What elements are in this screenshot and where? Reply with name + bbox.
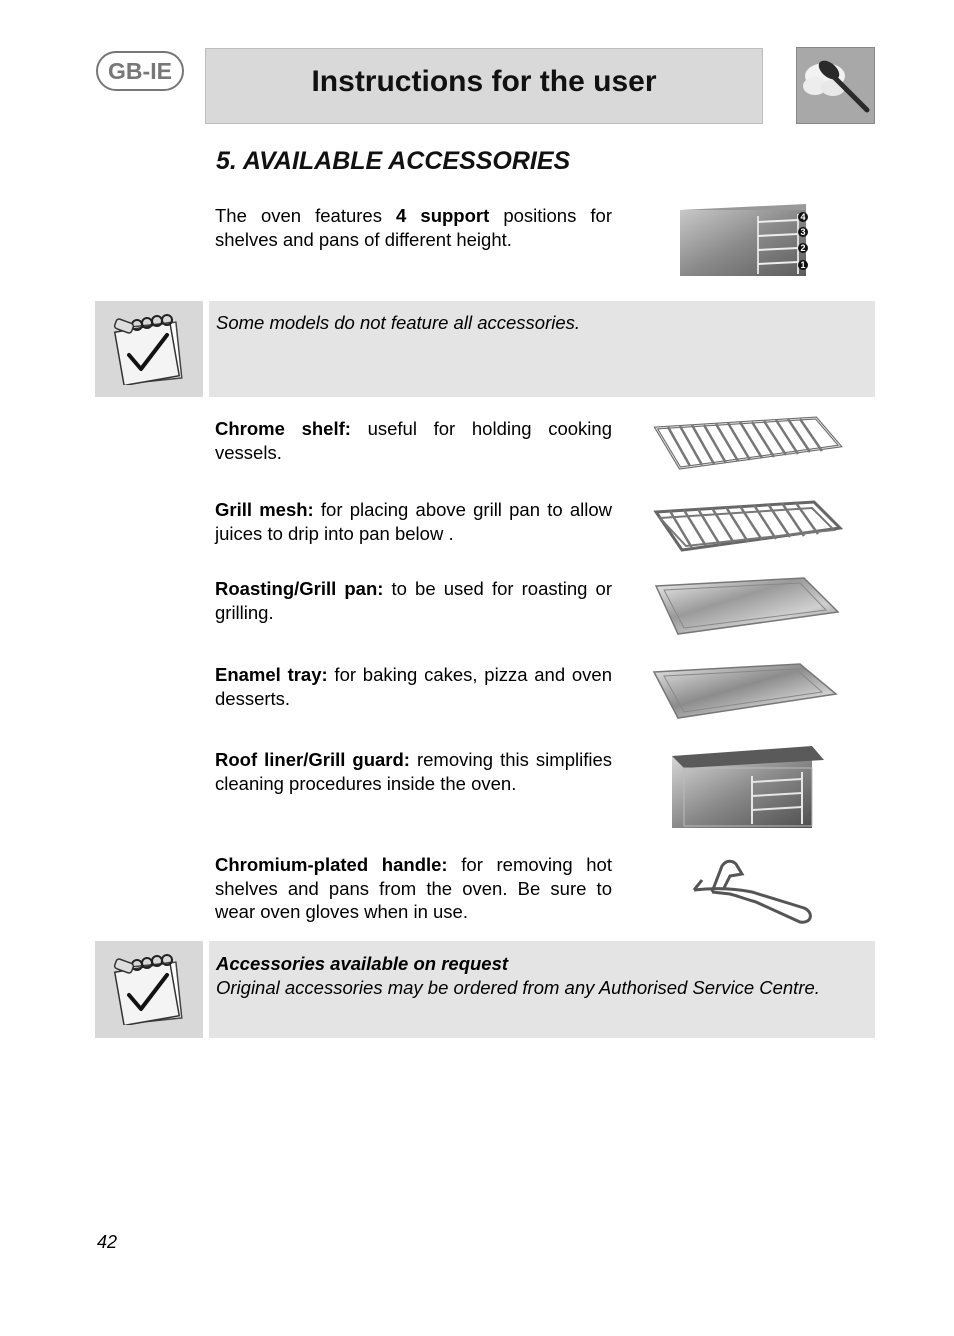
intro-paragraph (215, 204, 612, 251)
accessory-desc: for baking cakes, pizza and oven desserts. (215, 664, 612, 709)
intro-text-2: positions for shelves and pans of different height. (215, 205, 613, 250)
language-badge: GB-IE (96, 51, 184, 91)
intro-text-1: The oven features (215, 205, 397, 226)
note-icon-cell (95, 941, 203, 1038)
accessory-name: Roasting/Grill pan: (215, 578, 384, 599)
oven-support-positions-image (680, 204, 810, 283)
note-divider (203, 941, 209, 1038)
note-text (216, 952, 867, 999)
notepad-check-icon (113, 953, 185, 1025)
note-text: Some models do not feature all accessories. (216, 312, 581, 333)
accessory-name: Chromium-plated handle: (215, 854, 448, 875)
accessories-request-note (95, 941, 875, 1038)
accessory-name: Chrome shelf: (215, 418, 351, 439)
accessory-desc: to be used for roasting or grilling. (215, 578, 612, 623)
chef-spoon-icon (796, 47, 875, 124)
accessory-name: Enamel tray: (215, 664, 328, 685)
accessory-chrome-shelf (215, 417, 612, 464)
accessory-name: Grill mesh: (215, 499, 314, 520)
note-icon-cell (95, 301, 203, 397)
handle-image (672, 852, 824, 933)
intro-bold: 4 support (396, 205, 490, 226)
position-label-3: 3 (800, 227, 806, 237)
accessory-desc: for placing above grill pan to allow juices to drip into pan below . (215, 499, 612, 544)
accessory-desc: useful for holding cooking vessels. (215, 418, 612, 463)
page-header (205, 48, 763, 124)
chrome-shelf-image (652, 414, 844, 479)
notepad-check-icon (113, 313, 185, 385)
page-title: Instructions for the user (311, 65, 657, 98)
position-label-2: 2 (800, 243, 806, 253)
enamel-tray-image (652, 660, 838, 727)
accessory-roasting-pan (215, 577, 612, 624)
roasting-pan-image (654, 576, 840, 643)
roof-liner-image (672, 746, 824, 835)
accessory-roof-liner (215, 748, 612, 795)
note-box (95, 301, 875, 397)
accessory-desc: for removing hot shelves and pans from the oven. Be sure to wear oven gloves when in use. (215, 854, 612, 922)
section-title: 5. AVAILABLE ACCESSORIES (216, 147, 571, 175)
accessory-desc: removing this simplifies cleaning procedures inside the oven. (215, 749, 612, 794)
accessory-name: Roof liner/Grill guard: (215, 749, 410, 770)
note-divider (203, 301, 209, 397)
note-title: Accessories available on request (216, 953, 509, 974)
position-label-1: 1 (800, 260, 806, 270)
accessory-grill-mesh (215, 498, 612, 545)
page-number: 42 (97, 1232, 118, 1252)
position-label-4: 4 (800, 212, 806, 222)
grill-mesh-image (652, 496, 844, 561)
note-body: Original accessories may be ordered from any Authorised Service Centre. (216, 976, 820, 998)
accessory-enamel-tray (215, 663, 612, 710)
accessory-handle (215, 853, 612, 924)
